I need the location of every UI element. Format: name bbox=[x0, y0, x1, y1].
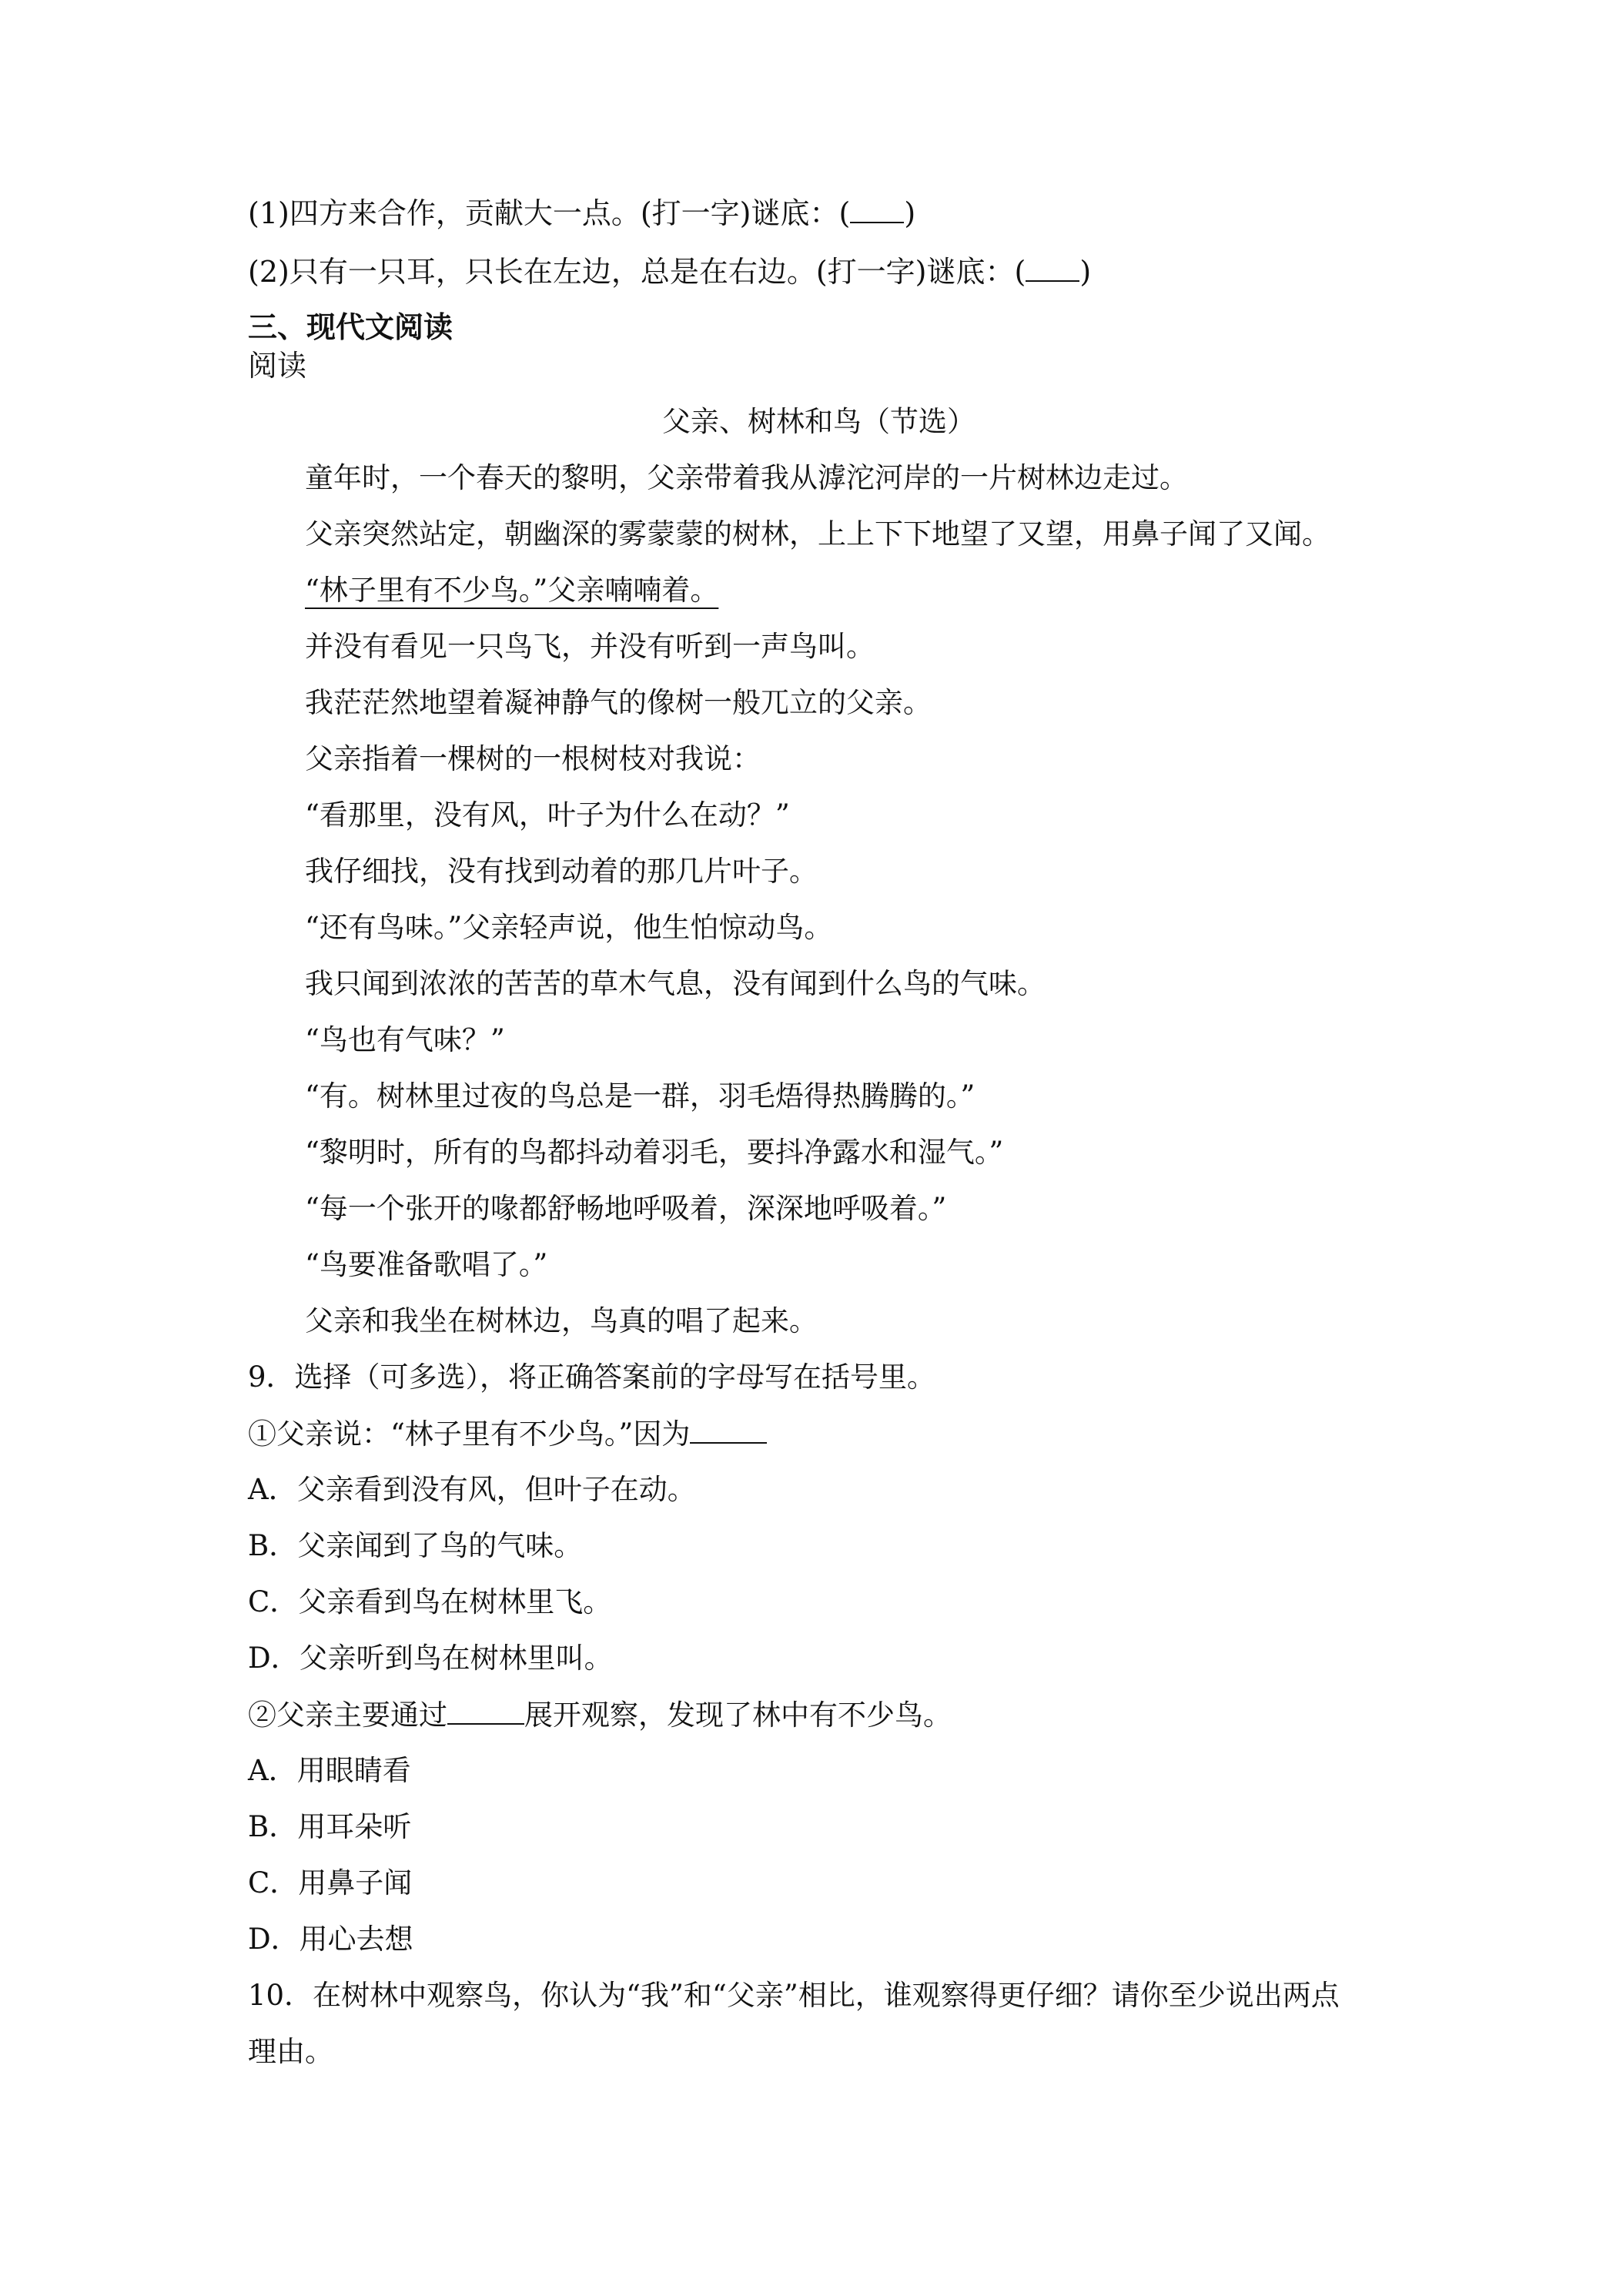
passage-paragraph: 父亲指着一棵树的一根树枝对我说： bbox=[305, 742, 761, 775]
passage-paragraph: 我仔细找，没有找到动着的那几片叶子。 bbox=[305, 855, 818, 888]
riddle-1-close: ) bbox=[904, 196, 916, 230]
question-9-1-prompt bbox=[248, 1417, 767, 1451]
riddle-1-answer-blank[interactable] bbox=[850, 199, 904, 223]
riddle-2 bbox=[248, 255, 1092, 289]
section-heading: 三、现代文阅读 bbox=[248, 310, 453, 344]
question-9-2-option-d: D．用心去想 bbox=[248, 1923, 413, 1956]
passage-paragraph: 父亲和我坐在树林边，鸟真的唱了起来。 bbox=[305, 1304, 818, 1337]
question-9-1-text: ①父亲说：“林子里有不少鸟。”因为 bbox=[248, 1417, 691, 1451]
riddle-2-close: ) bbox=[1079, 255, 1092, 289]
riddle-1-text: (1)四方来合作，贡献大一点。(打一字)谜底：( bbox=[248, 196, 851, 230]
reading-label: 阅读 bbox=[248, 349, 307, 383]
riddle-2-text: (2)只有一只耳，只长在左边，总是在右边。(打一字)谜底：( bbox=[248, 255, 1026, 289]
passage-paragraph: “黎明时，所有的鸟都抖动着羽毛，要抖净露水和湿气。” bbox=[305, 1136, 1004, 1169]
question-9-2-option-c: C．用鼻子闻 bbox=[248, 1866, 413, 1899]
passage-paragraph: 我茫茫然地望着凝神静气的像树一般兀立的父亲。 bbox=[305, 686, 932, 719]
question-9-1-answer-blank[interactable] bbox=[690, 1419, 767, 1444]
question-9-1-option-a: A．父亲看到没有风，但叶子在动。 bbox=[248, 1473, 696, 1506]
question-9-2-text-after: 展开观察，发现了林中有不少鸟。 bbox=[524, 1699, 952, 1732]
passage-paragraph: “看那里，没有风，叶子为什么在动？” bbox=[305, 798, 790, 832]
passage-paragraph: 父亲突然站定，朝幽深的雾蒙蒙的树林，上上下下地望了又望，用鼻子闻了又闻。 bbox=[305, 517, 1330, 551]
passage-paragraph: 童年时，一个春天的黎明，父亲带着我从滹沱河岸的一片树林边走过。 bbox=[305, 461, 1188, 494]
question-9-1-option-b: B．父亲闻到了鸟的气味。 bbox=[248, 1529, 583, 1562]
question-9-2-text-before: ②父亲主要通过 bbox=[248, 1699, 447, 1732]
passage-paragraph: “有。树林里过夜的鸟总是一群，羽毛焐得热腾腾的。” bbox=[305, 1079, 975, 1113]
passage-title: 父亲、树林和鸟（节选） bbox=[662, 405, 975, 438]
question-9-2-option-a: A．用眼睛看 bbox=[248, 1754, 411, 1787]
question-9-2-option-b: B．用耳朵听 bbox=[248, 1810, 412, 1843]
question-9-2-answer-blank[interactable] bbox=[447, 1700, 524, 1725]
riddle-2-answer-blank[interactable] bbox=[1026, 257, 1079, 282]
passage-paragraph: “鸟也有气味？” bbox=[305, 1023, 505, 1056]
passage-paragraph: “鸟要准备歌唱了。” bbox=[305, 1248, 548, 1281]
question-10-line-1: 10．在树林中观察鸟，你认为“我”和“父亲”相比，谁观察得更仔细？请你至少说出两点 bbox=[248, 1979, 1340, 2012]
passage-paragraph: “还有鸟味。”父亲轻声说，他生怕惊动鸟。 bbox=[305, 911, 833, 944]
question-9-stem: 9．选择（可多选），将正确答案前的字母写在括号里。 bbox=[248, 1361, 936, 1394]
question-9-1-option-c: C．父亲看到鸟在树林里飞。 bbox=[248, 1585, 612, 1618]
question-10-line-2: 理由。 bbox=[248, 2035, 333, 2068]
passage-paragraph: 我只闻到浓浓的苦苦的草木气息，没有闻到什么鸟的气味。 bbox=[305, 967, 1046, 1000]
question-9-2-prompt bbox=[248, 1699, 952, 1732]
riddle-1 bbox=[248, 196, 916, 230]
passage-paragraph: 并没有看见一只鸟飞，并没有听到一声鸟叫。 bbox=[305, 630, 875, 663]
passage-paragraph-underlined: “林子里有不少鸟。”父亲喃喃着。 bbox=[305, 574, 719, 607]
question-9-1-option-d: D．父亲听到鸟在树林里叫。 bbox=[248, 1642, 613, 1675]
passage-paragraph: “每一个张开的喙都舒畅地呼吸着，深深地呼吸着。” bbox=[305, 1192, 947, 1225]
